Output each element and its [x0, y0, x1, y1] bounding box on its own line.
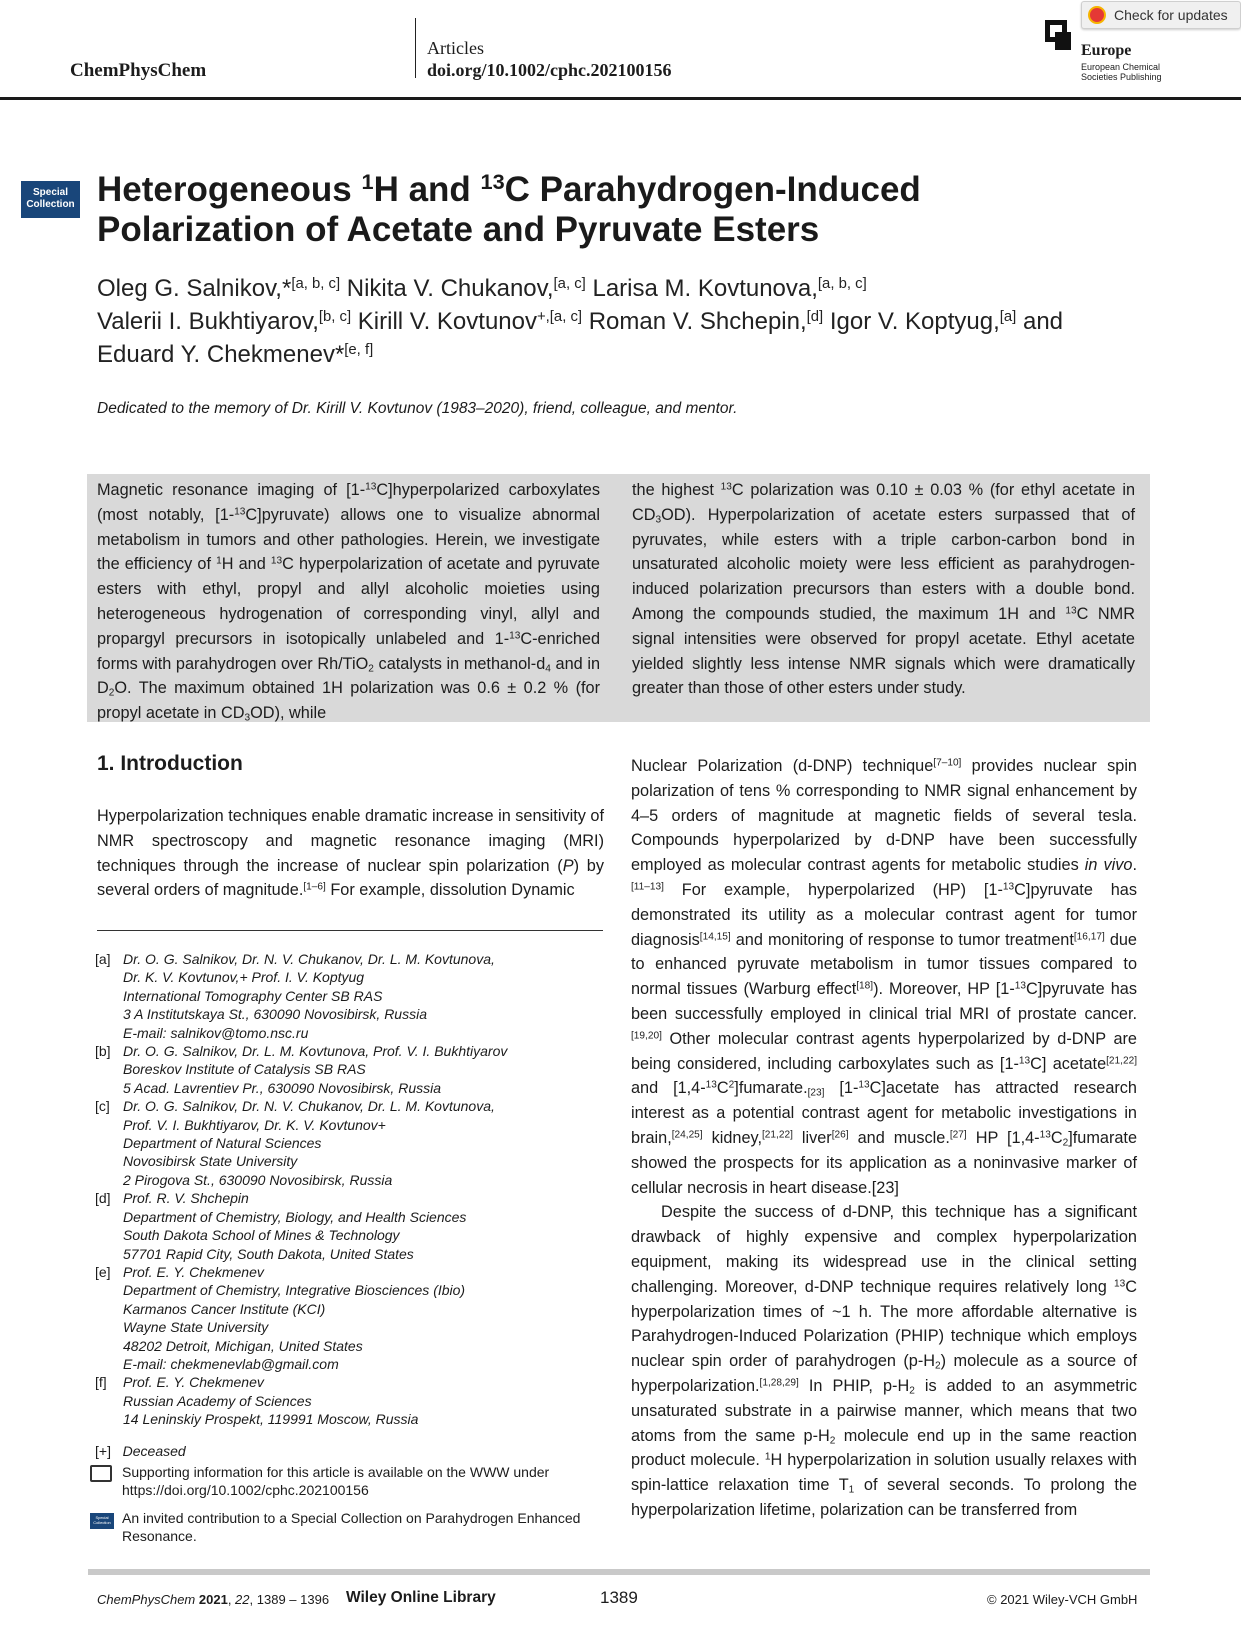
publisher-name: Europe	[1081, 42, 1132, 59]
author: Roman V. Shchepin,[d]	[588, 308, 824, 335]
affiliation-line: Prof. R. V. Shchepin	[123, 1190, 249, 1207]
article-title: Heterogeneous $^1$H and $^{13}$C Parahydrogen-Induced Polarization of Acetate and Pyruvate Esters	[97, 169, 921, 249]
affiliation	[95, 950, 607, 1042]
publisher-mark-icon	[1045, 20, 1075, 52]
author: Eduard Y. Chekmenev*[e, f]	[97, 341, 374, 368]
badge-line-2: Collection	[26, 199, 75, 210]
affiliation-line: 14 Leninskiy Prospekt, 119991 Moscow, Russia	[123, 1411, 419, 1428]
author: Larisa M. Kovtunova,[a, b, c]	[592, 275, 867, 302]
affiliation-label: [d]	[95, 1190, 111, 1207]
affiliation	[95, 1263, 607, 1373]
wiley-online-library-link[interactable]: Wiley Online Library	[346, 1589, 496, 1606]
authors-and: and	[1022, 308, 1064, 335]
author-list	[97, 272, 1157, 371]
affiliation-line: Wayne State University	[123, 1319, 269, 1336]
affiliation-line: Dr. O. G. Salnikov, Dr. N. V. Chukanov, Dr. L. M. Kovtunova,	[123, 1098, 495, 1115]
section-heading: 1. Introduction	[97, 752, 243, 775]
affiliation	[95, 1097, 607, 1189]
publisher-subtitle: European Chemical Societies Publishing	[1081, 62, 1162, 82]
affiliation-line: Prof. V. I. Bukhtiyarov, Dr. K. V. Kovtunov+	[123, 1116, 386, 1133]
supporting-info-link[interactable]: Supporting information for this article is available on the WWW under https://doi.org/10.1002/cphc.202100156	[122, 1464, 550, 1499]
footnote-rule	[97, 930, 603, 931]
affiliation-line: Novosibirsk State University	[123, 1153, 298, 1170]
affiliation	[95, 1189, 607, 1263]
special-collection-note: Special Collection An invited contribution to a Special Collection on Parahydrogen Enhanced Resonance.	[90, 1509, 605, 1546]
affiliation-line: South Dakota School of Mines & Technology	[123, 1227, 400, 1244]
affiliation-line: Department of Chemistry, Integrative Biosciences (Ibio)	[123, 1282, 466, 1299]
affiliation-label: [c]	[95, 1098, 110, 1115]
special-collection-badge	[21, 181, 80, 218]
affiliation-line: Department of Chemistry, Biology, and Health Sciences	[123, 1208, 467, 1225]
author: Valerii I. Bukhtiyarov,[b, c]	[97, 308, 352, 335]
affiliation-line[interactable]: E-mail: salnikov@tomo.nsc.ru	[123, 1024, 309, 1041]
affiliation-line: Dr. K. V. Kovtunov,+ Prof. I. V. Koptyug	[123, 969, 365, 986]
affiliation-label: [f]	[95, 1374, 107, 1391]
author: Nikita V. Chukanov,[a, c]	[346, 275, 586, 302]
affiliation-line: Prof. E. Y. Chekmenev	[123, 1374, 264, 1391]
deceased-note: [+] Deceased	[95, 1443, 186, 1459]
supporting-info-note	[90, 1463, 605, 1500]
journal-name: ChemPhysChem	[70, 60, 207, 81]
check-for-updates-label: Check for updates	[1114, 7, 1228, 23]
article-type: Articles	[427, 38, 484, 58]
affiliations	[95, 950, 607, 1429]
affiliation	[95, 1042, 607, 1097]
crossmark-icon	[1088, 6, 1106, 24]
affiliation-line: 2 Pirogova St., 630090 Novosibirsk, Russia	[123, 1171, 393, 1188]
author: Kirill V. Kovtunov$^{+,[a, c]}$	[357, 308, 583, 335]
abstract-right-column: the highest $^{13}$C polarization was 0.10 ± 0.03 % (for ethyl acetate in $CD_3OD$). Hyperpolarization of acetate esters surpassed that of pyruvates, while esters with a triple carbon-carbon bond in unsaturated alcoholic moiety were less efficient as parahydrogen-induced polarization precursors than esters with a double bond. Among the compounds studied, the maximum 1H and $^{13}$C NMR signal intensities were observed for propyl acetate. Ethyl acetate yielded slightly less intense NMR signals which were dramatically greater than those of other esters under study.	[632, 481, 1135, 698]
paragraph: Nuclear Polarization (d-DNP) technique[7–10] provides nuclear spin polarization of tens % corresponding to NMR signal enhancement by 4–5 orders of magnitude at magnetic fields of several tesla. Compounds hyperpolarized by d-DNP have been successfully employed as molecular contrast agents for metabolic studies in vivo.[11–13] For example, hyperpolarized (HP) [1-$^{13}$C]pyruvate has demonstrated its utility as a molecular contrast agent for tumor diagnosis[14,15] and monitoring of response to tumor treatment[16,17] due to enhanced pyruvate metabolism in tumor tissues compared to normal tissues (Warburg effect[18]). Moreover, HP [1-$^{13}$C]pyruvate has been successfully employed in clinical trial MRI of prostate cancer.[19,20] Other molecular contrast agents hyperpolarized by d-DNP are being considered, including carboxylates such as [1-$^{13}$C] acetate[21,22] and $[1,4-^{13}C^2]fumarate._{[23]}$ [1-$^{13}$C]acetate has attracted research interest as a potential contrast agent for metabolic investigations in brain,[24,25] kidney,[21,22] liver[26] and muscle.[27] HP $[1,4-^{13}C_2]fumarate$ showed the prospects for its application as a noninvasive marker of cellular necrosis in heart disease.[23]	[631, 757, 1137, 1197]
header-divider	[415, 18, 416, 78]
author: Igor V. Koptyug,[a]	[829, 308, 1017, 335]
affiliation-line: Prof. E. Y. Chekmenev	[123, 1263, 264, 1280]
intro-left-text: Hyperpolarization techniques enable dramatic increase in sensitivity of NMR spectroscopy and magnetic resonance imaging (MRI) techniques through the increase of nuclear spin polarization (P) by several orders of magnitude.[1–6] For example, dissolution Dynamic	[97, 807, 604, 900]
affiliation	[95, 1373, 607, 1428]
affiliation-label: [a]	[95, 951, 111, 967]
affiliation-line: Boreskov Institute of Catalysis SB RAS	[123, 1061, 366, 1078]
affiliation-label: [e]	[95, 1263, 111, 1280]
dedication: Dedicated to the memory of Dr. Kirill V. Kovtunov (1983–2020), friend, colleague, and mentor.	[97, 400, 738, 417]
publisher-logo	[1045, 20, 1175, 80]
affiliation-line: 48202 Detroit, Michigan, United States	[123, 1337, 363, 1354]
laptop-icon	[90, 1465, 112, 1482]
affiliation-line: Karmanos Cancer Institute (KCI)	[123, 1300, 326, 1317]
special-collection-icon: Special Collection	[90, 1513, 114, 1529]
footer-citation: ChemPhysChem 2021, 22, 1389 – 1396	[97, 1592, 330, 1607]
affiliation-line: Dr. O. G. Salnikov, Dr. N. V. Chukanov, Dr. L. M. Kovtunova,	[123, 951, 495, 967]
affiliation-line[interactable]: E-mail: chekmenevlab@gmail.com	[123, 1355, 339, 1372]
footer-bar	[88, 1569, 1150, 1575]
abstract-left-column: Magnetic resonance imaging of [1-$^{13}$C]hyperpolarized carboxylates (most notably, [1-$^{13}$C]pyruvate) allows one to visualize abnormal metabolism in tumors and other pathologies. Herein, we investigate the efficiency of $^1$H and $^{13}$C hyperpolarization of acetate and pyruvate esters with ethyl, propyl and allyl alcoholic moieties using heterogeneous hydrogenation of corresponding vinyl, allyl and propargyl precursors in isotopically unlabeled and 1-$^{13}$C-enriched forms with parahydrogen over Rh/TiO$_2$ catalysts in methanol-$d_4$ and in $D_2O$. The maximum obtained 1H polarization was 0.6 ± 0.2 % (for propyl acetate in $CD_3OD$), while	[97, 481, 601, 724]
page-number: 1389	[600, 1588, 638, 1607]
paragraph: Despite the success of d-DNP, this technique has a significant drawback of highly expensive and complex hyperpolarization equipment, making its widespread use in the clinical setting challenging. Moreover, d-DNP technique requires relatively long $^{13}$C hyperpolarization times of ~1 h. The more affordable alternative is Parahydrogen-Induced Polarization (PHIP) technique which employs nuclear spin order of parahydrogen $(p-H_2)$ molecule as a source of hyperpolarization.[1,28,29] In PHIP, $p-H_2$ is added to an asymmetric unsaturated substrate in a pairwise manner, which means that two atoms from the same $p-H_2$ molecule end up in the same reaction product molecule. $^1$H hyperpolarization in solution usually relaxes with spin-lattice relaxation time $T_1$ of several seconds. To prolong the hyperpolarization lifetime, polarization can be transferred from	[631, 1203, 1137, 1519]
doi-link[interactable]: doi.org/10.1002/cphc.202100156	[427, 60, 672, 80]
affiliation-line: International Tomography Center SB RAS	[123, 987, 383, 1004]
affiliation-line: 57701 Rapid City, South Dakota, United States	[123, 1245, 414, 1262]
affiliation-line: 5 Acad. Lavrentiev Pr., 630090 Novosibirsk, Russia	[123, 1079, 442, 1096]
affiliation-line: Department of Natural Sciences	[123, 1135, 322, 1152]
author: Oleg G. Salnikov,*[a, b, c]	[97, 275, 341, 302]
affiliation-line: Dr. O. G. Salnikov, Dr. L. M. Kovtunova, Prof. V. I. Bukhtiyarov	[123, 1043, 508, 1060]
affiliation-line: 3 A Institutskaya St., 630090 Novosibirsk, Russia	[123, 1006, 427, 1023]
header-rule	[0, 97, 1241, 100]
abstract-box	[87, 474, 1150, 722]
affiliation-line: Russian Academy of Sciences	[123, 1392, 312, 1409]
copyright: © 2021 Wiley-VCH GmbH	[987, 1592, 1138, 1607]
check-for-updates-button[interactable]	[1081, 1, 1241, 29]
badge-line-1: Special	[32, 187, 69, 198]
intro-right-text	[631, 754, 1137, 1523]
affiliation-label: [b]	[95, 1043, 111, 1060]
